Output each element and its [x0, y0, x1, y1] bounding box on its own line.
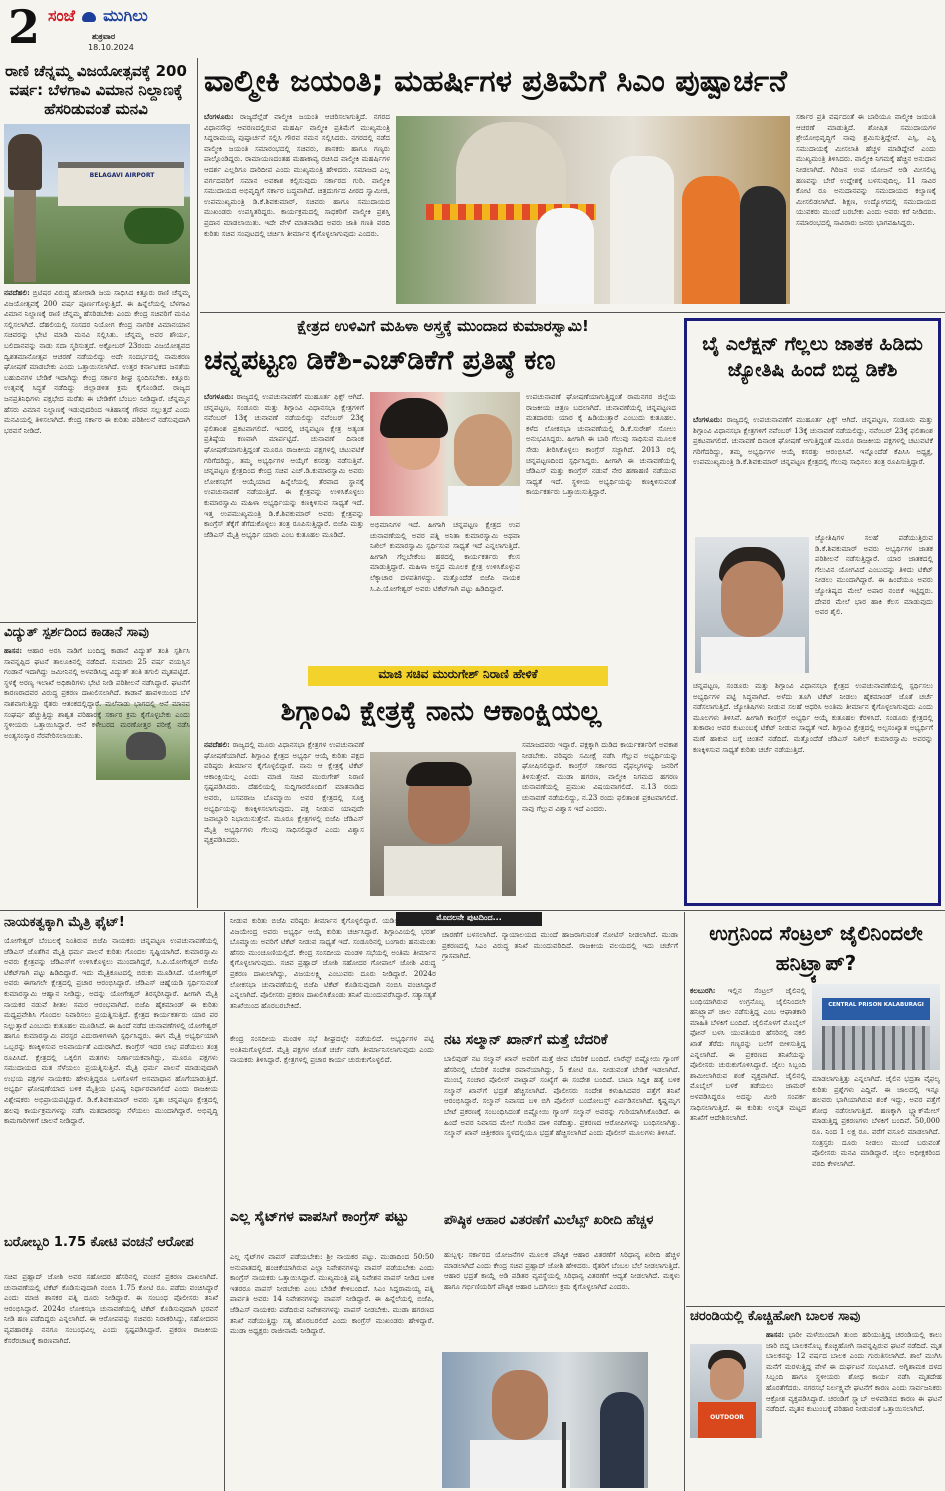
bypoll-body-mid: ಜ್ಯೋತಿಷಿಗಳ ಸಲಹೆ ಪಡೆಯುತ್ತಿರುವ ಡಿ.ಕೆ.ಶಿವಕುಮಾರ್ ಅವರು ಅಭ್ಯರ್ಥಿಗಳ ಜಾತಕ ಪರಿಶೀಲನೆ ನಡೆಸುತ್ತಿದ್ದಾರೆ. ಯಾರ ಜಾತಕದಲ್ಲಿ ಗೆಲುವಿನ ಯೋಗವಿದೆ ಎಂಬುದನ್ನು ತಿಳಿದು ಟಿಕೆಟ್ ನೀಡಲು ಮುಂದಾಗಿದ್ದಾರೆ. ಈ ಹಿಂದೆಯೂ ಅವರು ಜ್ಯೋತಿಷ್ಯದ ಮೇಲೆ ಅಪಾರ ನಂಬಿಕೆ ಇಟ್ಟಿದ್ದರು. ದೇವರ ಮೇಲೆ ಭಾರ ಹಾಕಿ ಕೆಲಸ ಮಾಡುವುದು ಅವರ ಶೈಲಿ.	[815, 533, 933, 617]
rani-body-text: ಬ್ರಿಟಿಷರ ವಿರುದ್ಧ ಹೋರಾಡಿ ಜಯ ಸಾಧಿಸಿದ ಕಿತ್ತೂರು ರಾಣಿ ಚೆನ್ನಮ್ಮ ವಿಜಯೋತ್ಸವಕ್ಕೆ 200 ವರ್ಷ ಪೂರ್ಣಗೊಳ್ಳುತ್ತಿದೆ. ಈ ಹಿನ್ನೆಲೆಯಲ್ಲಿ ಬೆಳಗಾವಿ ವಿಮಾನ ನಿಲ್ದಾಣಕ್ಕೆ ರಾಣಿ ಚೆನ್ನಮ್ಮ ಹೆಸರಿಡಬೇಕು ಎಂದು ಕೇಂದ್ರ ಸಚಿವರಿಗೆ ಮನವಿ ಸಲ್ಲಿಸಲಾಗಿದೆ. ದೆಹಲಿಯಲ್ಲಿ ಸಂಸದರ ನಿಯೋಗ ಕೇಂದ್ರ ನಾಗರಿಕ ವಿಮಾನಯಾನ ಸಚಿವರನ್ನು ಭೇಟಿ ಮಾಡಿ ಮನವಿ ಸಲ್ಲಿಸಿತು. ಚೆನ್ನಮ್ಮ ಅವರ ಶೌರ್ಯ, ಬಲಿದಾನವನ್ನು ನಾಡು ಸದಾ ಸ್ಮರಿಸುತ್ತದೆ. ಅಕ್ಟೋಬರ್ 23ರಂದು ವಿಜಯೋತ್ಸವದ ದ್ವಿಶತಮಾನೋತ್ಸವ ಆಚರಣೆ ನಡೆಯಲಿದ್ದು ಅದೇ ಸಂದರ್ಭದಲ್ಲಿ ನಾಮಕರಣ ಘೋಷಣೆ ಮಾಡಬೇಕು ಎಂದು ಒತ್ತಾಯಿಸಲಾಗಿದೆ. ಉತ್ತರ ಕರ್ನಾಟಕದ ಜನತೆಯ ಬಹುದಿನಗಳ ಬೇಡಿಕೆ ಇದಾಗಿದ್ದು ಕೇಂದ್ರ ಸರ್ಕಾರ ಶೀಘ್ರ ಸ್ಪಂದಿಸಬೇಕು. ಕಿತ್ತೂರು ಉತ್ಸವಕ್ಕೆ ಸಿದ್ಧತೆ ನಡೆದಿದ್ದು ಜಿಲ್ಲಾಡಳಿತ ಕ್ರಮ ಕೈಗೊಂಡಿದೆ. ರಾಜ್ಯದ ಜನಪ್ರತಿನಿಧಿಗಳು ಪಕ್ಷಭೇದ ಮರೆತು ಈ ಬೇಡಿಕೆಗೆ ಬೆಂಬಲ ನೀಡಿದ್ದಾರೆ. ಚೆನ್ನಮ್ಮನ ಹೆಸರು ವಿಮಾನ ನಿಲ್ದಾಣಕ್ಕೆ ಇಡುವುದರಿಂದ ಇತಿಹಾಸಕ್ಕೆ ಗೌರವ ಸಲ್ಲುತ್ತದೆ ಎಂದು ಮನವಿಯಲ್ಲಿ ತಿಳಿಸಲಾಗಿದೆ. ಕೇಂದ್ರ ಸರ್ಕಾರ ಈ ಕುರಿತು ಪರಿಶೀಲನೆ ನಡೆಸುವುದಾಗಿ ಭರವಸೆ ನೀಡಿದೆ.	[4, 288, 190, 435]
statue-figure	[8, 134, 42, 190]
shock-headline: ವಿದ್ಯುತ್ ಸ್ಪರ್ಶದಿಂದ ಕಾಡಾನೆ ಸಾವು	[4, 625, 149, 640]
valmiki-body-left	[204, 112, 390, 308]
divider	[200, 312, 945, 313]
rani-body	[4, 288, 190, 618]
story-channapatna	[200, 316, 680, 660]
rani-photo	[4, 124, 190, 284]
story-millet	[440, 1210, 682, 1491]
shiggaon-dateline: ನವದೆಹಲಿ:	[204, 740, 230, 749]
millet-body: ಹುಬ್ಬಳ್ಳಿ: ಸರ್ಕಾರದ ಯೋಜನೆಗಳ ಮೂಲಕ ಪೌಷ್ಠಿಕ ಆಹಾರ ವಿತರಣೆಗೆ ಸಿರಿಧಾನ್ಯ ಖರೀದಿ ಹೆಚ್ಚಳ ಮಾಡಲಾಗಿದೆ ಎಂದು ಕೇಂದ್ರ ಸಚಿವ ಪ್ರಹ್ಲಾದ್ ಜೋಶಿ ಹೇಳಿದರು. ರೈತರಿಗೆ ಬೆಂಬಲ ಬೆಲೆ ನೀಡಲಾಗುತ್ತಿದೆ. ಆಹಾರ ಭದ್ರತೆ ಕಾಯ್ದೆ ಅಡಿ ಪಡಿತರ ವ್ಯವಸ್ಥೆಯಲ್ಲಿ ಸಿರಿಧಾನ್ಯ ವಿತರಣೆಗೆ ಆದ್ಯತೆ ನೀಡಲಾಗಿದೆ. ಮಕ್ಕಳು ಹಾಗೂ ಗರ್ಭಿಣಿಯರಿಗೆ ಪೌಷ್ಠಿಕ ಆಹಾರ ಒದಗಿಸಲು ಕ್ರಮ ಕೈಗೊಳ್ಳಲಾಗಿದೆ ಎಂದರು.	[444, 1250, 680, 1291]
shiggaon-body-right: ಸಮಾಜದವರು ಇದ್ದಾರೆ. ಪಕ್ಷಕ್ಕಾಗಿ ದುಡಿದ ಕಾರ್ಯಕರ್ತರಿಗೆ ಅವಕಾಶ ನೀಡಬೇಕು. ವರಿಷ್ಠರು ಸಮೀಕ್ಷೆ ನಡೆಸಿ ಗೆಲ್ಲುವ ಅಭ್ಯರ್ಥಿಯನ್ನು ಘೋಷಿಸಲಿದ್ದಾರೆ. ಕಾಂಗ್ರೆಸ್ ಸರ್ಕಾರದ ವೈಫಲ್ಯಗಳನ್ನು ಜನರಿಗೆ ತಿಳಿಸುತ್ತೇವೆ. ಮುಡಾ ಹಗರಣ, ವಾಲ್ಮೀಕಿ ನಿಗಮದ ಹಗರಣ ಚುನಾವಣೆಯಲ್ಲಿ ಪ್ರಮುಖ ವಿಷಯವಾಗಲಿದೆ. ನ.13 ರಂದು ಚುನಾವಣೆ ನಡೆಯಲಿದ್ದು, ನ.23 ರಂದು ಫಲಿತಾಂಶ ಪ್ರಕಟವಾಗಲಿದೆ. ನಾವು ಗೆಲ್ಲುವ ವಿಶ್ವಾಸ ಇದೆ ಎಂದರು.	[522, 740, 678, 813]
trees	[124, 208, 184, 244]
divider	[0, 622, 196, 623]
shiggaon-kicker-bar	[308, 666, 608, 686]
story-continued	[226, 912, 682, 1030]
continued-body-right: ಚಾರಣೆಗೆ ಬಳಸಲಾಗಿದೆ. ನ್ಯಾಯಾಲಯದ ಮುಂದೆ ಹಾಜರಾಗುವಂತೆ ನೋಟಿಸ್ ನೀಡಲಾಗಿದೆ. ಮುಡಾ ಪ್ರಕರಣದಲ್ಲಿ ಸಿಎಂ ವಿರುದ್ಧ ತನಿಖೆ ಮುಂದುವರಿದಿದೆ. ರಾಜಕೀಯ ವಲಯದಲ್ಲಿ ಇದು ಚರ್ಚೆಗೆ ಗ್ರಾಸವಾಗಿದೆ.	[442, 930, 678, 961]
jail-body-left	[690, 986, 806, 1302]
channapatna-kicker: ಕ್ಷೇತ್ರದ ಉಳಿವಿಗೆ ಮಹಿಳಾ ಅಸ್ತ್ರಕ್ಕೆ ಮುಂದಾದ ಕುಮಾರಸ್ವಾಮಿ!	[297, 317, 589, 335]
nirani-hair	[406, 762, 472, 786]
statue	[456, 122, 566, 214]
boy-headline: ಚರಂಡಿಯಲ್ಲಿ ಕೊಚ್ಚಿಹೋಗಿ ಬಾಲಕ ಸಾವು	[690, 1309, 861, 1324]
dks-photo	[695, 537, 809, 673]
statue-pedestal	[14, 184, 36, 282]
salman-body: ಬಾಲಿವುಡ್ ನಟ ಸಲ್ಮಾನ್ ಖಾನ್ ಅವರಿಗೆ ಮತ್ತೆ ಜೀವ ಬೆದರಿಕೆ ಬಂದಿದೆ. ಲಾರೆನ್ಸ್ ಬಿಷ್ಣೋಯಿ ಗ್ಯಾಂಗ್ ಹೆಸರಿನಲ್ಲಿ ಬೆದರಿಕೆ ಸಂದೇಶ ರವಾನೆಯಾಗಿದ್ದು, 5 ಕೋಟಿ ರೂ. ನೀಡುವಂತೆ ಬೇಡಿಕೆ ಇಡಲಾಗಿದೆ. ಮುಂಬೈ ಸಂಚಾರ ಪೊಲೀಸ್ ವಾಟ್ಸಾಪ್ ಸಂಖ್ಯೆಗೆ ಈ ಸಂದೇಶ ಬಂದಿದೆ. ಬಾಬಾ ಸಿದ್ದಿಕಿ ಹತ್ಯೆ ಬಳಿಕ ಸಲ್ಮಾನ್ ಖಾನ್‌ಗೆ ಭದ್ರತೆ ಹೆಚ್ಚಿಸಲಾಗಿದೆ. ಪೊಲೀಸರು ಸಂದೇಶ ಕಳುಹಿಸಿದವರ ಪತ್ತೆಗೆ ತನಿಖೆ ಆರಂಭಿಸಿದ್ದಾರೆ. ಸಲ್ಮಾನ್ ನಿವಾಸದ ಬಳಿ ಬಿಗಿ ಪೊಲೀಸ್ ಬಂದೋಬಸ್ತ್ ಏರ್ಪಡಿಸಲಾಗಿದೆ. ಕೃಷ್ಣಮೃಗ ಬೇಟೆ ಪ್ರಕರಣಕ್ಕೆ ಸಂಬಂಧಿಸಿದಂತೆ ಬಿಷ್ಣೋಯಿ ಗ್ಯಾಂಗ್ ಸಲ್ಮಾನ್ ಅವರನ್ನು ಗುರಿಯಾಗಿಸಿಕೊಂಡಿದೆ. ಈ ಹಿಂದೆ ಅವರ ನಿವಾಸದ ಮೇಲೆ ಗುಂಡಿನ ದಾಳಿ ನಡೆದಿತ್ತು. ಪ್ರಕರಣದ ಆರೋಪಿಗಳನ್ನು ಬಂಧಿಸಲಾಗಿತ್ತು. ಸಲ್ಮಾನ್ ಖಾನ್ ಚಿತ್ರೀಕರಣ ಸ್ಥಳದಲ್ಲಿಯೂ ಭದ್ರತೆ ಹೆಚ್ಚಿಸಲಾಗಿದೆ ಎಂದು ಪೊಲೀಸ್ ಮೂಲಗಳು ತಿಳಿಸಿವೆ.	[444, 1054, 680, 1138]
salman-headline: ನಟ ಸಲ್ಮಾನ್ ಖಾನ್‌ಗೆ ಮತ್ತೆ ಬೆದರಿಕೆ	[444, 1032, 608, 1048]
podium-mic	[562, 1422, 566, 1488]
story-shock	[0, 624, 194, 909]
satej-headline: ಎಲ್ಲ ಸೈಟ್‌ಗಳ ವಾಪಸಿಗೆ ಕಾಂಗ್ರೆಸ್ ಪಟ್ಟು	[230, 1209, 409, 1225]
person-right	[600, 1392, 644, 1488]
story-valmiki	[200, 58, 945, 310]
divider	[224, 912, 225, 1491]
shiggaon-left-text: ರಾಜ್ಯದಲ್ಲಿ ಮೂರು ವಿಧಾನಸಭಾ ಕ್ಷೇತ್ರಗಳ ಉಪಚುನಾವಣೆ ಘೋಷಣೆಯಾಗಿದೆ. ಶಿಗ್ಗಾಂವಿ ಕ್ಷೇತ್ರದ ಅಭ್ಯರ್ಥಿ ಆಯ್ಕೆ ಕುರಿತು ಪಕ್ಷದ ವರಿಷ್ಠರು ತೀರ್ಮಾನ ಕೈಗೊಳ್ಳಲಿದ್ದಾರೆ. ನಾನು ಆ ಕ್ಷೇತ್ರಕ್ಕೆ ಟಿಕೆಟ್ ಆಕಾಂಕ್ಷಿಯಲ್ಲ ಎಂದು ಮಾಜಿ ಸಚಿವ ಮುರುಗೇಶ್ ನಿರಾಣಿ ಸ್ಪಷ್ಟಪಡಿಸಿದರು. ದೆಹಲಿಯಲ್ಲಿ ಸುದ್ದಿಗಾರರೊಂದಿಗೆ ಮಾತನಾಡಿದ ಅವರು, ಬಸವರಾಜ ಬೊಮ್ಮಾಯಿ ಅವರ ಕ್ಷೇತ್ರದಲ್ಲಿ ಸೂಕ್ತ ಅಭ್ಯರ್ಥಿಯನ್ನು ಕಣಕ್ಕಿಳಿಸಲಾಗುವುದು. ಪಕ್ಷ ನೀಡುವ ಯಾವುದೇ ಜವಾಬ್ದಾರಿ ನಿಭಾಯಿಸುತ್ತೇನೆ. ಮೂರೂ ಕ್ಷೇತ್ರಗಳಲ್ಲಿ ಬಿಜೆಪಿ ಜೆಡಿಎಸ್ ಮೈತ್ರಿ ಅಭ್ಯರ್ಥಿಗಳು ಗೆಲುವು ಸಾಧಿಸಲಿದ್ದಾರೆ ಎಂದು ವಿಶ್ವಾಸ ವ್ಯಕ್ತಪಡಿಸಿದರು.	[204, 740, 364, 845]
valmiki-dateline: ಬೆಂಗಳೂರು:	[204, 112, 234, 121]
boy-body-text: ಭಾರೀ ಮಳೆಯಿಂದಾಗಿ ತುಂಬಿ ಹರಿಯುತ್ತಿದ್ದ ಚರಂಡಿಯಲ್ಲಿ ಕಾಲು ಜಾರಿ ಬಿದ್ದ ಬಾಲಕನೊಬ್ಬ ಕೊಚ್ಚಿಹೋಗಿ ಸಾವನ್ನಪ್ಪಿರುವ ಘಟನೆ ನಡೆದಿದೆ. ಮೃತ ಬಾಲಕನನ್ನು 12 ವರ್ಷದ ಬಾಲಕ ಎಂದು ಗುರುತಿಸಲಾಗಿದೆ. ಶಾಲೆ ಮುಗಿಸಿ ಮನೆಗೆ ಮರಳುತ್ತಿದ್ದ ವೇಳೆ ಈ ದುರ್ಘಟನೆ ಸಂಭವಿಸಿದೆ. ಅಗ್ನಿಶಾಮಕ ದಳದ ಸಿಬ್ಬಂದಿ ಹಾಗೂ ಸ್ಥಳೀಯರು ಶೋಧ ಕಾರ್ಯ ನಡೆಸಿ ಮೃತದೇಹ ಹೊರತೆಗೆದರು. ನಗರಸಭೆ ನಿರ್ಲಕ್ಷ್ಯವೇ ಘಟನೆಗೆ ಕಾರಣ ಎಂದು ಸಾರ್ವಜನಿಕರು ಆಕ್ರೋಶ ವ್ಯಕ್ತಪಡಿಸಿದ್ದಾರೆ. ಚರಂಡಿಗೆ ಸ್ಲ್ಯಾಬ್ ಅಳವಡಿಸದ ಕಾರಣ ಈ ಘಟನೆ ನಡೆದಿದೆ. ಮೃತನ ಕುಟುಂಬಕ್ಕೆ ಪರಿಹಾರ ನೀಡುವಂತೆ ಒತ್ತಾಯಿಸಲಾಗಿದೆ.	[766, 1330, 942, 1414]
continued-label: ಮೊದಲನೇ ಪುಟದಿಂದ...	[436, 913, 502, 922]
shiggaon-headline: ಶಿಗ್ಗಾಂವಿ ಕ್ಷೇತ್ರಕ್ಕೆ ನಾನು ಆಕಾಂಕ್ಷಿಯಲ್ಲ	[280, 696, 602, 727]
shiggaon-body-left	[204, 740, 364, 906]
baroobari-headline: ಬರೋಬ್ಬರಿ 1.75 ಕೋಟಿ ವಂಚನೆ ಆರೋಪ	[4, 1235, 194, 1250]
person-minister	[536, 208, 594, 304]
channapatna-left-text: ರಾಜ್ಯದಲ್ಲಿ ಉಪಚುನಾವಣೆಗೆ ಮುಹೂರ್ತ ಫಿಕ್ಸ್ ಆಗಿದೆ. ಚನ್ನಪಟ್ಟಣ, ಸಂಡೂರು ಮತ್ತು ಶಿಗ್ಗಾಂವಿ ವಿಧಾನಸಭಾ ಕ್ಷೇತ್ರಗಳಿಗೆ ನವೆಂಬರ್ 13ಕ್ಕೆ ಚುನಾವಣೆ ನಡೆಯಲಿದ್ದು ನವೆಂಬರ್ 23ಕ್ಕೆ ಫಲಿತಾಂಶ ಪ್ರಕಟವಾಗಲಿದೆ. ಇದರಲ್ಲಿ ಚನ್ನಪಟ್ಟಣ ಕ್ಷೇತ್ರ ಅತ್ಯಂತ ಪ್ರತಿಷ್ಠೆಯ ಕಣವಾಗಿ ಮಾರ್ಪಟ್ಟಿದೆ. ಚುನಾವಣೆ ದಿನಾಂಕ ಘೋಷಣೆಯಾಗುತ್ತಿದ್ದಂತೆ ಮೂರೂ ರಾಜಕೀಯ ಪಕ್ಷಗಳಲ್ಲಿ ಚಟುವಟಿಕೆ ಗರಿಗೆದರಿದ್ದು, ತಮ್ಮ ಅಭ್ಯರ್ಥಿಗಳ ಆಯ್ಕೆಗೆ ಕಸರತ್ತು ನಡೆಸುತ್ತಿವೆ. ಚನ್ನಪಟ್ಟಣ ಕ್ಷೇತ್ರದಿಂದ ಕೇಂದ್ರ ಸಚಿವ ಎಚ್.ಡಿ.ಕುಮಾರಸ್ವಾಮಿ ಅವರು ಲೋಕಸಭೆಗೆ ಆಯ್ಕೆಯಾದ ಹಿನ್ನೆಲೆಯಲ್ಲಿ ತೆರವಾದ ಸ್ಥಾನಕ್ಕೆ ಉಪಚುನಾವಣೆ ನಡೆಯುತ್ತಿದೆ. ಈ ಕ್ಷೇತ್ರವನ್ನು ಉಳಿಸಿಕೊಳ್ಳಲು ಕುಮಾರಸ್ವಾಮಿ ಮಹಿಳಾ ಅಭ್ಯರ್ಥಿಯನ್ನು ಕಣಕ್ಕಿಳಿಸುವ ಸಾಧ್ಯತೆ ಇದೆ. ಇತ್ತ ಉಪಮುಖ್ಯಮಂತ್ರಿ ಡಿ.ಕೆ.ಶಿವಕುಮಾರ್ ಅವರು ಕ್ಷೇತ್ರವನ್ನು ಕಾಂಗ್ರೆಸ್ ತೆಕ್ಕೆಗೆ ತೆಗೆದುಕೊಳ್ಳಲು ತಂತ್ರ ರೂಪಿಸುತ್ತಿದ್ದಾರೆ. ಬಿಜೆಪಿ ಮತ್ತು ಜೆಡಿಎಸ್ ಮೈತ್ರಿ ಅಭ್ಯರ್ಥಿ ಯಾರು ಎಂಬ ಕುತೂಹಲ ಮೂಡಿದೆ.	[204, 392, 364, 539]
story-jail	[686, 912, 945, 1304]
channapatna-dateline: ಬೆಂಗಳೂರು:	[204, 392, 234, 401]
naik-body: ಯೋಗೇಶ್ವರ್ ಬೆಂಬಲಕ್ಕೆ ನಿಂತಿರುವ ಬಿಜೆಪಿ ನಾಯಕರು ಚನ್ನಪಟ್ಟಣ ಉಪಚುನಾವಣೆಯಲ್ಲಿ ಜೆಡಿಎಸ್ ಜೊತೆಗಿನ ಮೈತ್ರಿ ಧರ್ಮ ಪಾಲನೆ ಕುರಿತು ಗೊಂದಲ ಸೃಷ್ಟಿಯಾಗಿದೆ. ಕುಮಾರಸ್ವಾಮಿ ಅವರು ಕ್ಷೇತ್ರವನ್ನು ಜೆಡಿಎಸ್‌ಗೆ ಉಳಿಸಿಕೊಳ್ಳಲು ಮುಂದಾಗಿದ್ದರೆ, ಸಿ.ಪಿ.ಯೋಗೇಶ್ವರ್ ಬಿಜೆಪಿ ಟಿಕೆಟ್‌ಗಾಗಿ ಪಟ್ಟು ಹಿಡಿದಿದ್ದಾರೆ. ಇದು ಮೈತ್ರಿಕೂಟದಲ್ಲಿ ಬಿರುಕು ಮೂಡಿಸಿದೆ. ಯೋಗೇಶ್ವರ್ ಅವರು ಈಗಾಗಲೇ ಕ್ಷೇತ್ರದಲ್ಲಿ ಪ್ರಚಾರ ಆರಂಭಿಸಿದ್ದಾರೆ. ಜೆಡಿಎಸ್ ಚಿಹ್ನೆಯಡಿ ಸ್ಪರ್ಧಿಸುವಂತೆ ಕುಮಾರಸ್ವಾಮಿ ಆಹ್ವಾನ ನೀಡಿದ್ದು, ಅದನ್ನು ಯೋಗೇಶ್ವರ್ ತಿರಸ್ಕರಿಸಿದ್ದಾರೆ. ಹೀಗಾಗಿ ಮೈತ್ರಿ ನಾಯಕರ ನಡುವೆ ಶೀತಲ ಸಮರ ಆರಂಭವಾಗಿದೆ. ಬಿಜೆಪಿ ಹೈಕಮಾಂಡ್ ಈ ಕುರಿತು ಮಧ್ಯಪ್ರವೇಶಿಸಿ ಗೊಂದಲ ನಿವಾರಿಸಲು ಪ್ರಯತ್ನಿಸುತ್ತಿದೆ. ಕ್ಷೇತ್ರದ ಕಾರ್ಯಕರ್ತರು ಯಾರ ಪರ ನಿಲ್ಲುತ್ತಾರೆ ಎಂಬುದು ಕುತೂಹಲ ಮೂಡಿಸಿದೆ. ಈ ಹಿಂದೆ ನಡೆದ ಚುನಾವಣೆಗಳಲ್ಲಿ ಯೋಗೇಶ್ವರ್ ಹಾಗೂ ಕುಮಾರಸ್ವಾಮಿ ಪರಸ್ಪರ ಎದುರಾಳಿಗಳಾಗಿ ಸ್ಪರ್ಧಿಸಿದ್ದರು. ಈಗ ಮೈತ್ರಿ ಅಭ್ಯರ್ಥಿಯಾಗಿ ಒಬ್ಬರನ್ನು ಕಣಕ್ಕಿಳಿಸುವ ಅನಿವಾರ್ಯತೆ ಎದುರಾಗಿದೆ. ಕಾಂಗ್ರೆಸ್ ಇದರ ಲಾಭ ಪಡೆಯಲು ತಂತ್ರ ರೂಪಿಸಿದೆ. ಕ್ಷೇತ್ರದಲ್ಲಿ ಒಕ್ಕಲಿಗ ಮತಗಳು ನಿರ್ಣಾಯಕವಾಗಿದ್ದು, ಮೂರೂ ಪಕ್ಷಗಳು ಸಮುದಾಯದ ಮತ ಸೆಳೆಯಲು ಪ್ರಯತ್ನಿಸುತ್ತಿವೆ. ಮೈತ್ರಿ ಧರ್ಮ ಪಾಲನೆ ಮಾಡುವುದಾಗಿ ಉಭಯ ಪಕ್ಷಗಳ ನಾಯಕರು ಹೇಳುತ್ತಿದ್ದರೂ ಒಳಗೊಳಗೆ ಅಸಮಾಧಾನ ಹೊಗೆಯಾಡುತ್ತಿದೆ. ಅಭ್ಯರ್ಥಿ ಘೋಷಣೆಯಾದ ಬಳಿಕ ಮೈತ್ರಿಯ ಭವಿಷ್ಯ ನಿರ್ಧಾರವಾಗಲಿದೆ ಎಂದು ರಾಜಕೀಯ ವಿಶ್ಲೇಷಕರು ಅಭಿಪ್ರಾಯಪಟ್ಟಿದ್ದಾರೆ. ಡಿ.ಕೆ.ಶಿವಕುಮಾರ್ ಅವರು ಸ್ವತಃ ಚನ್ನಪಟ್ಟಣ ಕ್ಷೇತ್ರದಲ್ಲಿ ಹಲವು ಕಾರ್ಯಕ್ರಮಗಳನ್ನು ನಡೆಸಿ ಮತದಾರರನ್ನು ಸೆಳೆಯಲು ಮುಂದಾಗಿದ್ದಾರೆ. ಅಭಿವೃದ್ಧಿ ಕಾಮಗಾರಿಗಳಿಗೆ ಚಾಲನೆ ನೀಡಿದ್ದಾರೆ.	[4, 936, 218, 1126]
masthead	[0, 0, 196, 56]
cloud-icon	[82, 12, 96, 22]
channapatna-body-left	[204, 392, 364, 660]
story-baroobari	[0, 1232, 222, 1491]
satej-lead: ಕೇಂದ್ರ ಸಂಸದೀಯ ಮಂಡಳಿ ಸಭೆ ಶೀಘ್ರದಲ್ಲೇ ನಡೆಯಲಿದೆ. ಅಭ್ಯರ್ಥಿಗಳ ಪಟ್ಟಿ ಅಂತಿಮಗೊಳ್ಳಲಿದೆ. ಮೈತ್ರಿ ಪಕ್ಷಗಳ ಜೊತೆ ಚರ್ಚೆ ನಡೆಸಿ ತೀರ್ಮಾನಿಸಲಾಗುವುದು ಎಂದು ನಾಯಕರು ತಿಳಿಸಿದ್ದಾರೆ. ಕ್ಷೇತ್ರಗಳಲ್ಲಿ ಪ್ರಚಾರ ಕಾರ್ಯ ಚುರುಕುಗೊಳ್ಳಲಿದೆ.	[230, 1034, 434, 1065]
valmiki-headline: ವಾಲ್ಮೀಕಿ ಜಯಂತಿ; ಮಹರ್ಷಿಗಳ ಪ್ರತಿಮೆಗೆ ಸಿಎಂ ಪುಷ್ಪಾರ್ಚನೆ	[204, 64, 787, 99]
rani-headline: ರಾಣಿ ಚೆನ್ನಮ್ಮ ವಿಜಯೋತ್ಸವಕ್ಕೆ 200 ವರ್ಷ: ಬೆಳಗಾವಿ ವಿಮಾನ ನಿಲ್ದಾಣಕ್ಕೆ ಹೆಸರಿಡುವಂತೆ ಮನವಿ	[5, 62, 187, 118]
issue-date: 18.10.2024	[88, 43, 134, 52]
man-shirt	[448, 486, 520, 516]
shock-dateline: ಹಾಸನ:	[4, 646, 22, 655]
valmiki-photo	[396, 116, 790, 304]
channapatna-headline: ಚನ್ನಪಟ್ಟಣ ಡಿಕೆಶಿ-ಎಚ್‌ಡಿಕೆಗೆ ಪ್ರತಿಷ್ಠೆ ಕಣ	[204, 345, 556, 376]
person-guest	[740, 186, 786, 304]
continued-body-left: ನೀಡುವ ಕುರಿತು ಬಿಜೆಪಿ ವರಿಷ್ಠರು ತೀರ್ಮಾನ ಕೈಗೊಳ್ಳಲಿದ್ದಾರೆ. ಯಡಿಯೂರಪ್ಪ ಹಾಗೂ ವಿಜಯೇಂದ್ರ ಅವರು ಅಭ್ಯರ್ಥಿ ಆಯ್ಕೆ ಕುರಿತು ಚರ್ಚಿಸಿದ್ದಾರೆ. ಶಿಗ್ಗಾಂವಿಯಲ್ಲಿ ಭರತ್ ಬೊಮ್ಮಾಯಿ ಅವರಿಗೆ ಟಿಕೆಟ್ ನೀಡುವ ಸಾಧ್ಯತೆ ಇದೆ. ಸಂಡೂರಿನಲ್ಲಿ ಬಂಗಾರು ಹನುಮಂತು ಹೆಸರು ಮುಂಚೂಣಿಯಲ್ಲಿದೆ. ಕೇಂದ್ರ ಸಂಸದೀಯ ಮಂಡಳಿ ಸಭೆಯಲ್ಲಿ ಅಂತಿಮ ತೀರ್ಮಾನ ಕೈಗೊಳ್ಳಲಾಗುವುದು. ಸಚಿವ ಪ್ರಹ್ಲಾದ್ ಜೋಶಿ ಸಹೋದರ ಗೋಪಾಲ್ ಜೋಶಿ ವಿರುದ್ಧ ಪ್ರಕರಣ ದಾಖಲಾಗಿದ್ದು, ವಿಜಯಲಕ್ಷ್ಮಿ ಎಂಬುವರು ದೂರು ನೀಡಿದ್ದಾರೆ. 2024ರ ಲೋಕಸಭಾ ಚುನಾವಣೆಯಲ್ಲಿ ಬಿಜೆಪಿ ಟಿಕೆಟ್ ಕೊಡಿಸುವುದಾಗಿ ನಂಬಿಸಿ ವಂಚಿಸಿದ್ದಾರೆ ಎನ್ನಲಾಗಿದೆ. ಪೊಲೀಸರು ಪ್ರಕರಣ ದಾಖಲಿಸಿಕೊಂಡು ತನಿಖೆ ಮುಂದುವರೆಸಿದ್ದಾರೆ. ಸತ್ಯಾಸತ್ಯತೆ ತನಿಖೆಯಿಂದ ಹೊರಬರಬೇಕಿದೆ.	[230, 916, 436, 1010]
valmiki-left-text: ರಾಜ್ಯದೆಲ್ಲೆಡೆ ವಾಲ್ಮೀಕಿ ಜಯಂತಿ ಆಚರಿಸಲಾಗುತ್ತಿದೆ. ನಗರದ ವಿಧಾನಸೌಧ ಆವರಣದಲ್ಲಿರುವ ಮಹರ್ಷಿ ವಾಲ್ಮೀಕಿ ಪ್ರತಿಮೆಗೆ ಮುಖ್ಯಮಂತ್ರಿ ಸಿದ್ದರಾಮಯ್ಯ ಪುಷ್ಪಾರ್ಚನೆ ಸಲ್ಲಿಸಿ ಗೌರವ ನಮನ ಸಲ್ಲಿಸಿದರು. ನಗರದಲ್ಲಿ ನಡೆದ ವಾಲ್ಮೀಕಿ ಜಯಂತಿ ಸಮಾರಂಭದಲ್ಲಿ ಸಚಿವರು, ಶಾಸಕರು ಹಾಗೂ ಗಣ್ಯರು ಪಾಲ್ಗೊಂಡಿದ್ದರು. ರಾಮಾಯಣದಂತಹ ಮಹಾಕಾವ್ಯ ರಚಿಸಿದ ವಾಲ್ಮೀಕಿ ಮಹರ್ಷಿಗಳ ಆದರ್ಶ ಎಲ್ಲರಿಗೂ ದಾರಿದೀಪ ಎಂದು ಮುಖ್ಯಮಂತ್ರಿ ಹೇಳಿದರು. ಸಮಾಜದ ಎಲ್ಲ ವರ್ಗದವರಿಗೆ ಸಮಾನ ಅವಕಾಶ ಕಲ್ಪಿಸುವುದು ಸರ್ಕಾರದ ಗುರಿ. ವಾಲ್ಮೀಕಿ ಸಮುದಾಯದ ಅಭಿವೃದ್ಧಿಗೆ ಸರ್ಕಾರ ಬದ್ಧವಾಗಿದೆ. ಚಿತ್ರದುರ್ಗದ ಪೀಠದ ಸ್ವಾಮೀಜಿ, ಉಪಮುಖ್ಯಮಂತ್ರಿ ಡಿ.ಕೆ.ಶಿವಕುಮಾರ್, ಸಚಿವರು ಹಾಗೂ ಸಮುದಾಯದ ಮುಖಂಡರು ಉಪಸ್ಥಿತರಿದ್ದರು. ಕಾರ್ಯಕ್ರಮದಲ್ಲಿ ಸಾಧಕರಿಗೆ ವಾಲ್ಮೀಕಿ ಪ್ರಶಸ್ತಿ ಪ್ರದಾನ ಮಾಡಲಾಯಿತು. ಇದೇ ವೇಳೆ ಮಾತನಾಡಿದ ಅವರು ಜಾತಿ ಗಣತಿ ವರದಿ ಕುರಿತು ಸಚಿವ ಸಂಪುಟದಲ್ಲಿ ಚರ್ಚಿಸಿ ತೀರ್ಮಾನ ಕೈಗೊಳ್ಳಲಾಗುವುದು ಎಂದರು.	[204, 112, 390, 238]
shiggaon-kicker: ಮಾಜಿ ಸಚಿವ ಮುರುಗೇಶ್ ನಿರಾಣಿ ಹೇಳಿಕೆ	[378, 667, 538, 681]
jail-dateline: ಕಲಬುರಗಿ:	[690, 986, 716, 995]
prison-sign-board	[822, 998, 930, 1020]
story-bypoll	[684, 318, 941, 906]
valmiki-body-right: ಸರ್ಕಾರ ಪ್ರತಿ ವರ್ಷದಂತೆ ಈ ಬಾರಿಯೂ ವಾಲ್ಮೀಕಿ ಜಯಂತಿ ಆಚರಣೆ ಮಾಡುತ್ತಿದೆ. ಶೋಷಿತ ಸಮುದಾಯಗಳ ಶ್ರೇಯೋಭಿವೃದ್ಧಿಗೆ ನಾವು ಶ್ರಮಿಸುತ್ತಿದ್ದೇವೆ. ಎಸ್ಸಿ, ಎಸ್ಟಿ ಸಮುದಾಯಕ್ಕೆ ಮೀಸಲಾತಿ ಹೆಚ್ಚಳ ಮಾಡಿದ್ದೇವೆ ಎಂದು ಮುಖ್ಯಮಂತ್ರಿ ತಿಳಿಸಿದರು. ವಾಲ್ಮೀಕಿ ನಿಗಮಕ್ಕೆ ಹೆಚ್ಚಿನ ಅನುದಾನ ನೀಡಲಾಗಿದೆ. ಗಿರಿಜನ ಉಪ ಯೋಜನೆ ಅಡಿ ಮೀಸಲಿಟ್ಟ ಹಣವನ್ನು ಬೇರೆ ಉದ್ದೇಶಕ್ಕೆ ಬಳಸುವುದಿಲ್ಲ. 11 ಸಾವಿರ ಕೋಟಿ ರೂ ಅನುದಾನವನ್ನು ಸಮುದಾಯದ ಕಲ್ಯಾಣಕ್ಕೆ ಮೀಸಲಿಡಲಾಗಿದೆ. ಶಿಕ್ಷಣ, ಉದ್ಯೋಗದಲ್ಲಿ ಸಮುದಾಯದ ಯುವಕರು ಮುಂದೆ ಬರಬೇಕು ಎಂದು ಅವರು ಕರೆ ನೀಡಿದರು. ಸಮಾರಂಭದಲ್ಲಿ ಸಾವಿರಾರು ಜನರು ಭಾಗವಹಿಸಿದ್ದರು.	[796, 112, 936, 227]
divider	[686, 1306, 945, 1307]
logo-text-1: ಸಂಜೆ	[48, 6, 75, 25]
dks-face	[721, 561, 783, 637]
divider	[197, 58, 198, 908]
millet-photo	[442, 1352, 648, 1488]
bypoll-dateline: ಬೆಂಗಳೂರು:	[693, 415, 723, 424]
man-face	[454, 414, 512, 490]
story-boy	[686, 1308, 945, 1491]
issue-day: ಶುಕ್ರವಾರ	[92, 32, 116, 41]
rani-dateline: ನವದೆಹಲಿ:	[4, 288, 30, 297]
story-naik	[0, 914, 222, 1229]
boy-photo-spacer	[690, 1330, 766, 1442]
channapatna-photo	[370, 392, 520, 516]
prison-sign: CENTRAL PRISON KALABURAGI	[828, 1002, 924, 1008]
person-swamiji	[682, 176, 740, 304]
woman-hair	[380, 398, 448, 438]
boy-tshirt-text: OUTDOOR	[710, 1414, 744, 1421]
airport-building	[58, 162, 184, 206]
nirani-shirt	[384, 846, 502, 896]
channapatna-body-right: ಉಪಚುನಾವಣೆ ಘೋಷಣೆಯಾಗುತ್ತಿದ್ದಂತೆ ರಾಮನಗರ ಜಿಲ್ಲೆಯ ರಾಜಕೀಯ ಚಿತ್ರಣ ಬದಲಾಗಿದೆ. ಚುನಾವಣೆಯಲ್ಲಿ ಚನ್ನಪಟ್ಟಣದ ಮತದಾರರು ಯಾರ ಕೈ ಹಿಡಿಯುತ್ತಾರೆ ಎಂಬುದು ಕುತೂಹಲ. ಕಳೆದ ಲೋಕಸಭಾ ಚುನಾವಣೆಯಲ್ಲಿ ಡಿ.ಕೆ.ಸುರೇಶ್ ಸೋಲು ಅನುಭವಿಸಿದ್ದರು. ಹೀಗಾಗಿ ಈ ಬಾರಿ ಗೆಲುವು ಸಾಧಿಸುವ ಮೂಲಕ ಸೇಡು ತೀರಿಸಿಕೊಳ್ಳಲು ಕಾಂಗ್ರೆಸ್ ಸಜ್ಜಾಗಿದೆ. 2013 ರಲ್ಲಿ ಚನ್ನಪಟ್ಟಣದಿಂದ ಸ್ಪರ್ಧಿಸಿದ್ದರು. ಹೀಗಾಗಿ ಈ ಚುನಾವಣೆಯಲ್ಲಿ ಜೆಡಿಎಸ್ ಮತ್ತು ಕಾಂಗ್ರೆಸ್ ನಡುವೆ ನೇರ ಹಣಾಹಣಿ ನಡೆಯುವ ಸಾಧ್ಯತೆ ಇದೆ. ಸ್ಥಳೀಯ ಅಭ್ಯರ್ಥಿಯನ್ನು ಕಣಕ್ಕಿಳಿಸುವಂತೆ ಕಾರ್ಯಕರ್ತರು ಒತ್ತಾಯಿಸುತ್ತಿದ್ದಾರೆ.	[526, 392, 676, 497]
baroobari-body: ಸಚಿವ ಪ್ರಹ್ಲಾದ್ ಜೋಶಿ ಅವರ ಸಹೋದರ ಹೆಸರಿನಲ್ಲಿ ವಂಚನೆ ಪ್ರಕರಣ ದಾಖಲಾಗಿದೆ. ಚುನಾವಣೆಯಲ್ಲಿ ಟಿಕೆಟ್ ಕೊಡಿಸುವುದಾಗಿ ನಂಬಿಸಿ 1.75 ಕೋಟಿ ರೂ. ಪಡೆದು ವಂಚಿಸಿದ್ದಾರೆ ಎಂದು ಮಾಜಿ ಶಾಸಕರ ಪತ್ನಿ ದೂರು ನೀಡಿದ್ದಾರೆ. ಈ ಸಂಬಂಧ ಪೊಲೀಸರು ತನಿಖೆ ಆರಂಭಿಸಿದ್ದಾರೆ. 2024ರ ಲೋಕಸಭಾ ಚುನಾವಣೆಯಲ್ಲಿ ಟಿಕೆಟ್ ಕೊಡಿಸುವುದಾಗಿ ಭರವಸೆ ನೀಡಿ ಹಣ ಪಡೆದಿದ್ದರು ಎನ್ನಲಾಗಿದೆ. ಈ ಆರೋಪವನ್ನು ಸಚಿವರು ನಿರಾಕರಿಸಿದ್ದು, ಸಹೋದರನ ವ್ಯವಹಾರಕ್ಕೂ ನನಗೂ ಸಂಬಂಧವಿಲ್ಲ ಎಂದು ಸ್ಪಷ್ಟಪಡಿಸಿದ್ದಾರೆ. ಪ್ರಕರಣ ರಾಜಕೀಯ ಕೆಸರೆರಚಾಟಕ್ಕೆ ಕಾರಣವಾಗಿದೆ.	[4, 1272, 218, 1345]
bypoll-body-bottom: ಚನ್ನಪಟ್ಟಣ, ಸಂಡೂರು ಮತ್ತು ಶಿಗ್ಗಾಂವಿ ವಿಧಾನಸಭಾ ಕ್ಷೇತ್ರದ ಉಪಚುನಾವಣೆಯಲ್ಲಿ ಸ್ಪರ್ಧಿಸಲು ಅಭ್ಯರ್ಥಿಗಳ ಪಟ್ಟಿ ಸಿದ್ಧವಾಗಿದೆ. ಅಳೆದು ತೂಗಿ ಟಿಕೆಟ್ ನೀಡಲು ಹೈಕಮಾಂಡ್ ಜೊತೆ ಚರ್ಚೆ ನಡೆಸಲಾಗುತ್ತಿದೆ. ಜ್ಯೋತಿಷಿಗಳು ನೀಡುವ ಸಲಹೆ ಆಧರಿಸಿ ಅಂತಿಮ ತೀರ್ಮಾನ ಕೈಗೊಳ್ಳಲಾಗುವುದು ಎಂದು ಮೂಲಗಳು ತಿಳಿಸಿವೆ. ಹೀಗಾಗಿ ಕಾಂಗ್ರೆಸ್ ಅಭ್ಯರ್ಥಿ ಆಯ್ಕೆ ಕುತೂಹಲ ಕೆರಳಿಸಿದೆ. ಸಂಡೂರು ಕ್ಷೇತ್ರದಲ್ಲಿ ತುಕಾರಾಂ ಅವರ ಕುಟುಂಬಕ್ಕೆ ಟಿಕೆಟ್ ನೀಡುವ ಸಾಧ್ಯತೆ ಇದೆ. ಶಿಗ್ಗಾಂವಿ ಕ್ಷೇತ್ರದಲ್ಲಿ ಅಲ್ಪಸಂಖ್ಯಾತ ಅಭ್ಯರ್ಥಿಗೆ ಮಣೆ ಹಾಕುವ ಬಗ್ಗೆ ಚಿಂತನೆ ನಡೆದಿದೆ. ಮತ್ತೊಂದೆಡೆ ಜೆಡಿಎಸ್ ನಿಖಿಲ್ ಕುಮಾರಸ್ವಾಮಿ ಅವರನ್ನು ಕಣಕ್ಕಿಳಿಸುವ ಸಾಧ್ಯತೆ ಕುರಿತು ಚರ್ಚೆ ನಡೆಯುತ್ತಿದೆ.	[693, 681, 933, 754]
jail-photo	[812, 984, 940, 1070]
jail-body-right: ಮಾಡಲಾಗುತ್ತಿತ್ತು ಎನ್ನಲಾಗಿದೆ. ಜೈಲಿನ ಭದ್ರತಾ ವೈಫಲ್ಯ ಕುರಿತು ಪ್ರಶ್ನೆಗಳು ಎದ್ದಿವೆ. ಈ ಜಾಲದಲ್ಲಿ ಇನ್ನೂ ಹಲವರು ಭಾಗಿಯಾಗಿರುವ ಶಂಕೆ ಇದ್ದು, ಅವರ ಪತ್ತೆಗೆ ಶೋಧ ನಡೆಸಲಾಗುತ್ತಿದೆ. ಹಣಕ್ಕಾಗಿ ಬ್ಲ್ಯಾಕ್‌ಮೇಲ್ ಮಾಡುತ್ತಿದ್ದ ಪ್ರಕರಣಗಳು ಬೆಳಕಿಗೆ ಬಂದಿವೆ. 50,000 ರೂ. ನಿಂದ 1 ಲಕ್ಷ ರೂ. ವರೆಗೆ ವಸೂಲಿ ಮಾಡಲಾಗಿದೆ. ಸಂತ್ರಸ್ತರು ದೂರು ನೀಡಲು ಮುಂದೆ ಬರುವಂತೆ ಪೊಲೀಸರು ಮನವಿ ಮಾಡಿದ್ದಾರೆ. ಜೈಲು ಅಧೀಕ್ಷಕರಿಂದ ವರದಿ ಕೇಳಲಾಗಿದೆ.	[812, 1074, 940, 1168]
joshi-face	[492, 1370, 548, 1440]
story-shiggaon	[200, 664, 680, 908]
bypoll-headline: ಬೈ ಎಲೆಕ್ಷನ್ ಗೆಲ್ಲಲು ಜಾತಕ ಹಿಡಿದು ಜ್ಯೋತಿಷಿ ಹಿಂದೆ ಬಿದ್ದ ಡಿಕೆಶಿ	[702, 333, 923, 381]
divider	[684, 912, 685, 1491]
boy-body	[690, 1330, 942, 1488]
jail-headline: ಉಗ್ರನಿಂದ ಸೆಂಟ್ರಲ್ ಜೈಲಿನಿಂದಲೇ ಹನಿಟ್ರ್ಯಾಪ್?	[709, 921, 923, 975]
logo	[48, 6, 188, 32]
nirani-photo	[370, 752, 516, 896]
page-number: 2	[8, 0, 41, 54]
channapatna-body-mid: ಅಭಿಮಾನಿಗಳ ಇದೆ. ಹೀಗಾಗಿ ಚನ್ನಪಟ್ಟಣ ಕ್ಷೇತ್ರದ ಉಪ ಚುನಾವಣೆಯಲ್ಲಿ ಅವರ ಪತ್ನಿ ಅನಿತಾ ಕುಮಾರಸ್ವಾಮಿ ಅಥವಾ ನಿಖಿಲ್ ಕುಮಾರಸ್ವಾಮಿ ಸ್ಪರ್ಧಿಸುವ ಸಾಧ್ಯತೆ ಇದೆ ಎನ್ನಲಾಗುತ್ತಿದೆ. ಹೀಗಾಗಿ ಗೆಲ್ಲಬೇಕೆಂಬ ಹಠದಲ್ಲಿ ಕಾರ್ಯಕರ್ತರು ಕೆಲಸ ಮಾಡುತ್ತಿದ್ದಾರೆ. ಮಹಿಳಾ ಅಸ್ತ್ರದ ಮೂಲಕ ಕ್ಷೇತ್ರ ಉಳಿಸಿಕೊಳ್ಳುವ ಲೆಕ್ಕಾಚಾರ ದಳಪತಿಗಳದ್ದು. ಮತ್ತೊಂದೆಡೆ ಬಿಜೆಪಿ ನಾಯಕ ಸಿ.ಪಿ.ಯೋಗೇಶ್ವರ್ ಅವರು ಟಿಕೆಟ್‌ಗಾಗಿ ಪಟ್ಟು ಹಿಡಿದಿದ್ದಾರೆ.	[370, 520, 520, 593]
joshi-shirt	[470, 1440, 570, 1488]
shock-body-text: ಆಹಾರ ಅರಸಿ ನಾಡಿಗೆ ಬಂದಿದ್ದ ಕಾಡಾನೆ ವಿದ್ಯುತ್ ತಂತಿ ಸ್ಪರ್ಶಿಸಿ ಸಾವನ್ನಪ್ಪಿದ ಘಟನೆ ತಾಲೂಕಿನಲ್ಲಿ ನಡೆದಿದೆ. ಸುಮಾರು 25 ವರ್ಷ ವಯಸ್ಸಿನ ಗಂಡಾನೆ ಇದಾಗಿದ್ದು ಜಮೀನಿನಲ್ಲಿ ಅಳವಡಿಸಿದ್ದ ವಿದ್ಯುತ್ ತಂತಿ ತಗುಲಿ ಮೃತಪಟ್ಟಿದೆ. ಸ್ಥಳಕ್ಕೆ ಅರಣ್ಯ ಇಲಾಖೆ ಅಧಿಕಾರಿಗಳು ಭೇಟಿ ನೀಡಿ ಪರಿಶೀಲನೆ ನಡೆಸಿದ್ದಾರೆ. ಘಟನೆಗೆ ಕಾರಣರಾದವರ ವಿರುದ್ಧ ಪ್ರಕರಣ ದಾಖಲಿಸಲಾಗಿದೆ. ಕಾಡಾನೆ ಹಾವಳಿಯಿಂದ ಬೆಳೆ ನಾಶವಾಗುತ್ತಿದ್ದು ರೈತರು ಆತಂಕದಲ್ಲಿದ್ದಾರೆ. ಮಲೆನಾಡು ಭಾಗದಲ್ಲಿ ಆನೆ ಮಾನವ ಸಂಘರ್ಷ ಹೆಚ್ಚುತ್ತಿದ್ದು ಶಾಶ್ವತ ಪರಿಹಾರಕ್ಕೆ ಸರ್ಕಾರ ಕ್ರಮ ಕೈಗೊಳ್ಳಬೇಕು ಎಂದು ಸ್ಥಳೀಯರು ಒತ್ತಾಯಿಸಿದ್ದಾರೆ. ಆನೆ ಕಳೇಬರದ ಮರಣೋತ್ತರ ಪರೀಕ್ಷೆ ನಡೆಸಿ ಅಂತ್ಯಸಂಸ್ಕಾರ ನೆರವೇರಿಸಲಾಯಿತು.	[4, 646, 190, 740]
satej-body: ಎಲ್ಲ ಸೈಟ್‌ಗಳ ವಾಪಸ್ ಪಡೆಯಬೇಕು: ಶ್ರೀ ನಾಯಕರ ಪಟ್ಟು. ಮುಡಾದಿಂದ 50:50 ಅನುಪಾತದಲ್ಲಿ ಹಂಚಿಕೆಯಾಗಿರುವ ಎಲ್ಲಾ ನಿವೇಶನಗಳನ್ನು ವಾಪಸ್ ಪಡೆಯಬೇಕು ಎಂದು ಕಾಂಗ್ರೆಸ್ ನಾಯಕರು ಒತ್ತಾಯಿಸಿದ್ದಾರೆ. ಮುಖ್ಯಮಂತ್ರಿ ಪತ್ನಿ ನಿವೇಶನ ವಾಪಸ್ ನೀಡಿದ ಬಳಿಕ ಇತರರೂ ವಾಪಸ್ ನೀಡಬೇಕು ಎಂಬ ಬೇಡಿಕೆ ಕೇಳಿಬಂದಿದೆ. ಸಿಎಂ ಸಿದ್ದರಾಮಯ್ಯ ಪತ್ನಿ ಪಾರ್ವತಿ ಅವರು 14 ನಿವೇಶನಗಳನ್ನು ವಾಪಸ್ ನೀಡಿದ್ದಾರೆ. ಈ ಹಿನ್ನೆಲೆಯಲ್ಲಿ ಬಿಜೆಪಿ, ಜೆಡಿಎಸ್ ನಾಯಕರು ಪಡೆದಿರುವ ನಿವೇಶನಗಳನ್ನು ವಾಪಸ್ ನೀಡಬೇಕು. ಮುಡಾ ಹಗರಣದ ತನಿಖೆ ನಡೆಯುತ್ತಿದ್ದು ಸತ್ಯ ಹೊರಬರಲಿದೆ ಎಂದು ಕಾಂಗ್ರೆಸ್ ಮುಖಂಡರು ಹೇಳಿದ್ದಾರೆ. ಮುಡಾ ಅಧ್ಯಕ್ಷರು ರಾಜೀನಾಮೆ ನೀಡಿದ್ದಾರೆ.	[230, 1252, 434, 1336]
shock-body	[4, 646, 190, 908]
bypoll-body-top	[693, 415, 933, 519]
millet-headline: ಪೌಷ್ಠಿಕ ಆಹಾರ ವಿತರಣೆಗೆ ಮಿಲೆಟ್ಸ್ ಖರೀದಿ ಹೆಚ್ಚಳ	[444, 1213, 654, 1228]
bypoll-top-text: ರಾಜ್ಯದಲ್ಲಿ ಉಪಚುನಾವಣೆಗೆ ಮುಹೂರ್ತ ಫಿಕ್ಸ್ ಆಗಿದೆ. ಚನ್ನಪಟ್ಟಣ, ಸಂಡೂರು ಮತ್ತು ಶಿಗ್ಗಾಂವಿ ವಿಧಾನಸಭಾ ಕ್ಷೇತ್ರಗಳಿಗೆ ನವೆಂಬರ್ 13ಕ್ಕೆ ಚುನಾವಣೆ ನಡೆಯಲಿದ್ದು, ನವೆಂಬರ್ 23ಕ್ಕೆ ಫಲಿತಾಂಶ ಪ್ರಕಟವಾಗಲಿದೆ. ಚುನಾವಣೆ ದಿನಾಂಕ ಘೋಷಣೆ ಆಗುತ್ತಿದ್ದಂತೆ ಮೂರೂ ರಾಜಕೀಯ ಪಕ್ಷಗಳಲ್ಲಿ ಚಟುವಟಿಕೆ ಗರಿಗೆದರಿದ್ದು, ತಮ್ಮ ಅಭ್ಯರ್ಥಿಗಳ ಆಯ್ಕೆ ಕಸರತ್ತು ಆರಂಭಿಸಿವೆ. ಇನ್ನೊಂದೆಡೆ ಕೆಪಿಸಿಸಿ ಅಧ್ಯಕ್ಷ, ಉಪಮುಖ್ಯಮಂತ್ರಿ ಡಿ.ಕೆ.ಶಿವಕುಮಾರ್ ಚನ್ನಪಟ್ಟಣ ಕ್ಷೇತ್ರದಲ್ಲಿ ಗೆಲುವು ಸಾಧಿಸಲು ತಂತ್ರ ರೂಪಿಸುತ್ತಿದ್ದಾರೆ.	[693, 415, 933, 467]
boy-dateline: ಹಾಸನ:	[766, 1330, 784, 1339]
prison-gate	[822, 1026, 930, 1070]
logo-text-2: ಮುಗಿಲು	[103, 6, 148, 25]
airport-sign: BELAGAVI AIRPORT	[89, 172, 155, 179]
divider	[0, 910, 945, 911]
naik-headline: ನಾಯಕತ್ವಕ್ಕಾಗಿ ಮೈತ್ರಿ ಫೈಟ್!	[4, 915, 125, 930]
dks-shirt	[701, 637, 805, 673]
person-cm	[610, 156, 674, 304]
jail-left-text: ಇಲ್ಲಿನ ಸೆಂಟ್ರಲ್ ಜೈಲಿನಲ್ಲಿ ಬಂಧಿಯಾಗಿರುವ ಉಗ್ರನೊಬ್ಬ ಜೈಲಿನಿಂದಲೇ ಹನಿಟ್ರ್ಯಾಪ್ ಜಾಲ ನಡೆಸುತ್ತಿದ್ದ ಎಂಬ ಆಘಾತಕಾರಿ ಮಾಹಿತಿ ಬೆಳಕಿಗೆ ಬಂದಿದೆ. ಜೈಲಿನೊಳಗೆ ಮೊಬೈಲ್ ಫೋನ್ ಬಳಸಿ ಯುವತಿಯರ ಹೆಸರಿನಲ್ಲಿ ನಕಲಿ ಖಾತೆ ತೆರೆದು ಗಣ್ಯರನ್ನು ಬಲೆಗೆ ಬೀಳಿಸುತ್ತಿದ್ದ ಎನ್ನಲಾಗಿದೆ. ಈ ಪ್ರಕರಣದ ತನಿಖೆಯನ್ನು ಪೊಲೀಸರು ಚುರುಕುಗೊಳಿಸಿದ್ದಾರೆ. ಜೈಲು ಸಿಬ್ಬಂದಿ ಶಾಮೀಲಾಗಿರುವ ಶಂಕೆ ವ್ಯಕ್ತವಾಗಿದೆ. ಜೈಲಿನಲ್ಲಿ ಮೊಬೈಲ್ ಬಳಕೆ ತಡೆಯಲು ಜಾಮರ್ ಅಳವಡಿಸಿದ್ದರೂ ಅದನ್ನು ಮೀರಿ ಸಂಪರ್ಕ ಸಾಧಿಸಲಾಗುತ್ತಿದೆ. ಈ ಕುರಿತು ಉನ್ನತ ಮಟ್ಟದ ತನಿಖೆಗೆ ಆದೇಶಿಸಲಾಗಿದೆ.	[690, 986, 806, 1123]
story-rani	[0, 58, 194, 618]
story-salman	[440, 1030, 682, 1206]
story-satej	[226, 1030, 436, 1491]
